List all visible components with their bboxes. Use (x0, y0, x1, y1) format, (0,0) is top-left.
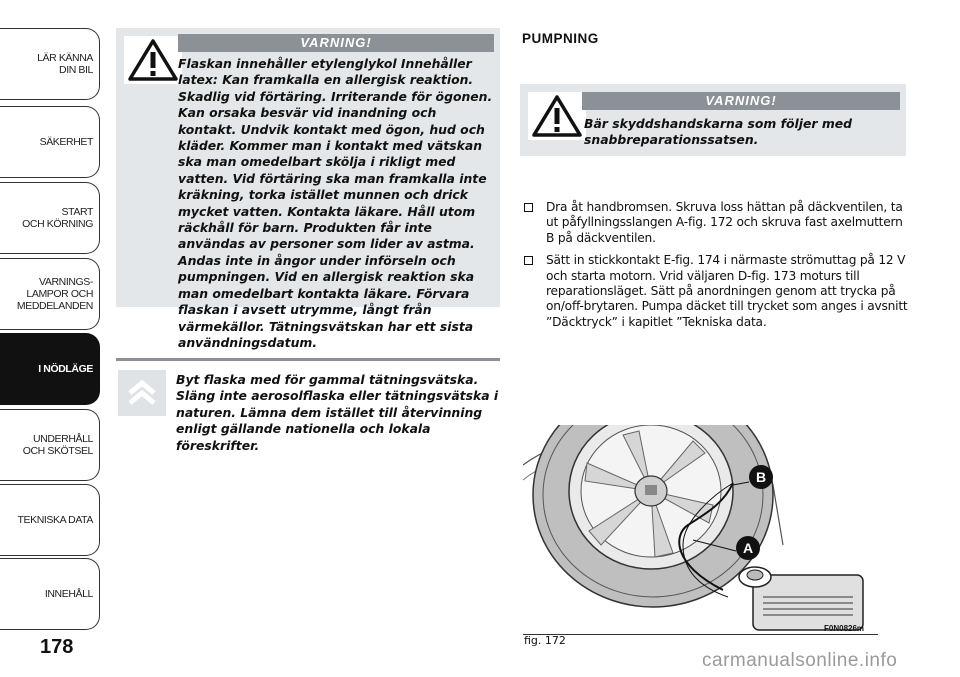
figure-code: F0N0826m (824, 624, 865, 633)
callout-b-label: B (755, 469, 767, 485)
warning-heading: VARNING! (582, 92, 900, 110)
warning-heading: VARNING! (178, 34, 494, 52)
tire-compressor-illustration (523, 425, 878, 635)
watermark: carmanualsonline.info (702, 650, 898, 671)
tab-sakerhet[interactable]: SÄKERHET (0, 106, 100, 178)
warning-box-sealant (116, 28, 500, 350)
tab-i-nodlage[interactable]: I NÖDLÄGE (0, 333, 100, 405)
tab-start-och-korning[interactable]: START OCH KÖRNING (0, 182, 100, 254)
callout-a-label: A (742, 540, 754, 556)
list-item: Sätt in stickkontakt E-fig. 174 i närmaste strömuttag på 12 V och starta motorn. Vrid väljaren D-fig. 173 moturs till reparationsläget. Sätt på anordningen genom att trycka på on/off-brytaren. Pumpa däcket till trycket som anges i avsnitt ”Däcktryck” i kapitlet ”Tekniska data. (522, 253, 910, 330)
warning-text: Bär skyddshandskarna som följer med snabbreparationssatsen. (584, 116, 853, 148)
tab-varningslampor[interactable]: VARNINGS- LAMPOR OCH MEDDELANDEN (0, 258, 100, 330)
warning-triangle-icon (528, 92, 586, 140)
list-item: Dra åt handbromsen. Skruva loss hättan på däckventilen, ta ut påfyllningsslangen A-fig. 172 och skruva fast axelmuttern B på däckventilen. (522, 200, 910, 246)
figure-172 (523, 425, 878, 635)
divider (116, 358, 500, 361)
tab-innehall[interactable]: INNEHÅLL (0, 558, 100, 630)
warning-box-gloves (520, 84, 906, 156)
tab-tekniska-data[interactable]: TEKNISKA DATA (0, 484, 100, 556)
tab-underhall-och-skotsel[interactable]: UNDERHÅLL OCH SKÖTSEL (0, 409, 100, 481)
environment-note (116, 372, 500, 454)
figure-caption: fig. 172 (524, 634, 566, 647)
warning-text (120, 56, 498, 351)
tab-lar-kanna-din-bil[interactable]: LÄR KÄNNA DIN BIL (0, 28, 100, 100)
page-number: 178 (40, 636, 74, 658)
checkbox-bullet-icon (524, 203, 533, 212)
section-title: PUMPNING (522, 31, 599, 46)
warning-body: Flaskan innehåller etylenglykol Innehåller latex: Kan framkalla en allergisk reaktion. Skadlig vid förtäring. Irriterande för ögonen. Kan orsaka besvär vid inandning och kontakt. Undvik kontakt med ögon, hud och kläder. Kommer man i kontakt med vätskan ska man omedelbart skölja i rikligt med vatten. Vid förtäring ska man framkalla inte kräkning, torka istället munnen och drick mycket vatten. Kontakta läkare. Håll utom räckhåll för barn. Produkten får inte användas av personer som lider av astma. Andas inte in ångor under införseln och pumpningen. Vid en allergisk reaktion ska man omedelbart kontakta läkare. Förvara flaskan i avsett utrymme, långt från värmekällor. Tätningsvätskan har ett sista användningsdatum. (178, 56, 493, 350)
environment-note-text: Byt flaska med för gammal tätningsvätska. Släng inte aerosolflaska eller tätningsvätska i naturen. Lämna dem istället till återvinning enligt gällande nationella och lokala föreskrifter. (176, 372, 499, 453)
checkbox-bullet-icon (524, 256, 533, 265)
steps-list (522, 200, 910, 337)
